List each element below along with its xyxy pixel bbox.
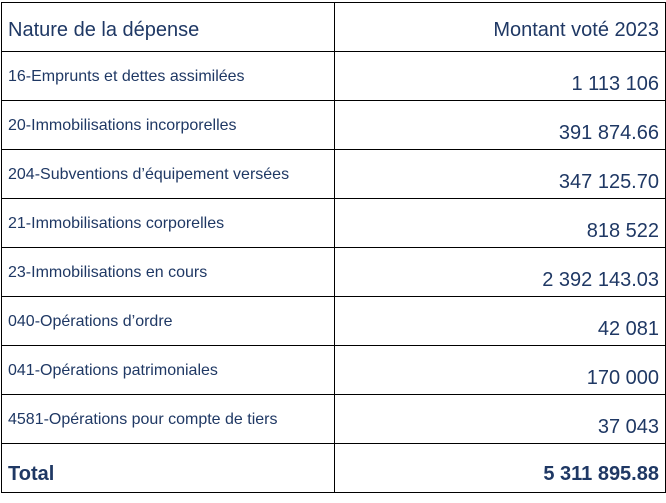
table-header-row: [2, 3, 666, 52]
row-label: 21-Immobilisations corporelles: [2, 199, 335, 248]
total-label: Total: [2, 444, 335, 493]
row-amount: 391 874.66: [335, 101, 666, 150]
column-header-montant: Montant voté 2023: [335, 3, 666, 52]
total-amount: 5 311 895.88: [335, 444, 666, 493]
table-row: [2, 101, 666, 150]
table-row: [2, 150, 666, 199]
table-row: [2, 297, 666, 346]
row-amount: 818 522: [335, 199, 666, 248]
row-amount: 2 392 143.03: [335, 248, 666, 297]
row-label: 204-Subventions d’équipement versées: [2, 150, 335, 199]
expense-table: [1, 2, 666, 493]
table-row: [2, 346, 666, 395]
table-row: [2, 199, 666, 248]
row-label: 23-Immobilisations en cours: [2, 248, 335, 297]
column-header-nature: Nature de la dépense: [2, 3, 335, 52]
row-label: 041-Opérations patrimoniales: [2, 346, 335, 395]
table-row: [2, 395, 666, 444]
table-row: [2, 52, 666, 101]
row-label: 040-Opérations d’ordre: [2, 297, 335, 346]
row-amount: 347 125.70: [335, 150, 666, 199]
table-row: [2, 248, 666, 297]
row-amount: 37 043: [335, 395, 666, 444]
total-row: [2, 444, 666, 493]
row-label: 20-Immobilisations incorporelles: [2, 101, 335, 150]
row-amount: 170 000: [335, 346, 666, 395]
row-label: 16-Emprunts et dettes assimilées: [2, 52, 335, 101]
row-amount: 42 081: [335, 297, 666, 346]
row-label: 4581-Opérations pour compte de tiers: [2, 395, 335, 444]
row-amount: 1 113 106: [335, 52, 666, 101]
